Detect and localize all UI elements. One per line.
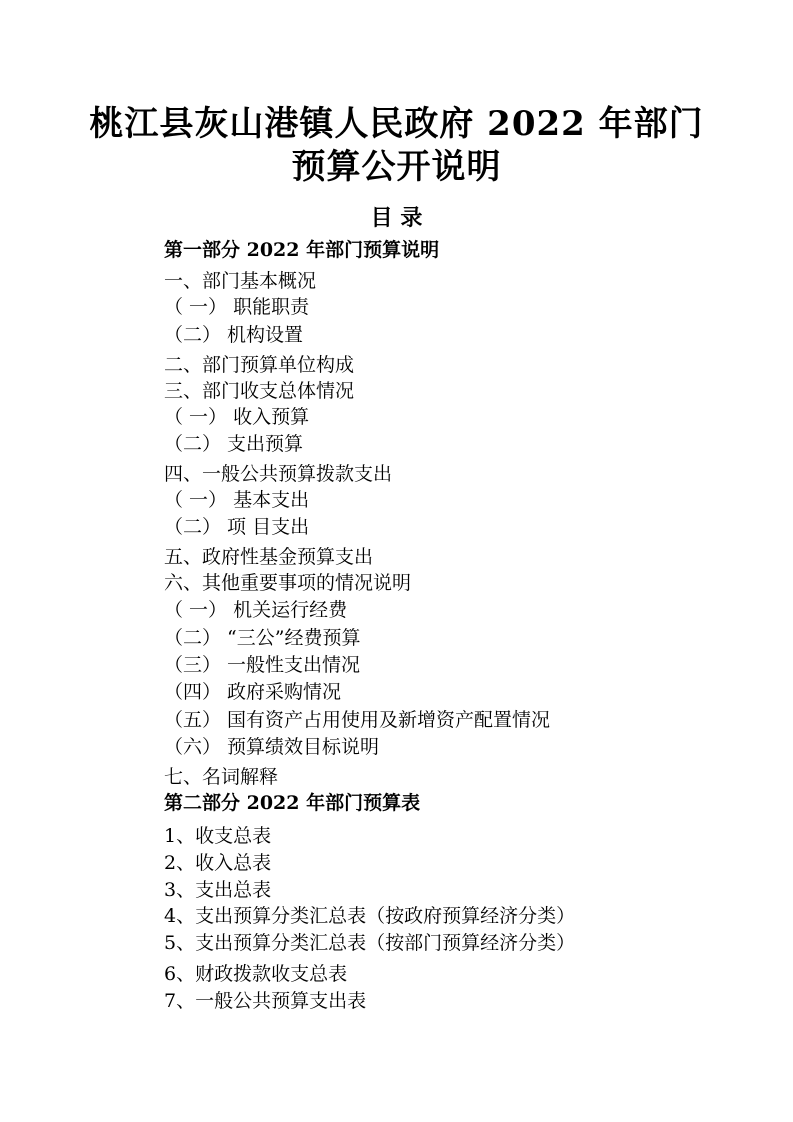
toc-item: 5、支出预算分类汇总表（按部门预算经济分类） [164,932,576,954]
toc-item: 五、政府性基金预算支出 [164,546,374,568]
toc-item: 2、收入总表 [164,852,272,874]
toc-item: （ 一） 基本支出 [164,489,310,511]
toc-item: （ 一） 机关运行经费 [164,599,348,621]
toc-item: 1、收支总表 [164,825,272,847]
toc-item: 二、部门预算单位构成 [164,354,355,376]
toc-item: 一、部门基本概况 [164,270,317,292]
toc-part2-heading: 第二部分 2022 年部门预算表 [164,792,421,814]
toc-item: （二） “三公”经费预算 [164,627,361,649]
toc-item: 三、部门收支总体情况 [164,380,355,402]
toc-item: （四） 政府采购情况 [164,681,342,703]
toc-item: （ 一） 收入预算 [164,406,310,428]
document-title-line1: 桃江县灰山港镇人民政府 2022 年部门 [89,104,704,144]
toc-item: 六、其他重要事项的情况说明 [164,572,412,594]
toc-item: （五） 国有资产占用使用及新增资产配置情况 [164,709,551,731]
toc-item: （二） 项 目支出 [164,516,310,538]
toc-part1-heading: 第一部分 2022 年部门预算说明 [164,239,440,261]
document-title-line2: 预算公开说明 [291,147,502,187]
toc-item: （二） 机构设置 [164,324,304,346]
toc-item: 3、支出总表 [164,879,272,901]
toc-item: 七、名词解释 [164,766,279,788]
toc-item: 4、支出预算分类汇总表（按政府预算经济分类） [164,905,576,927]
toc-heading: 目 录 [370,205,423,231]
toc-item: 7、一般公共预算支出表 [164,990,367,1012]
toc-item: （六） 预算绩效目标说明 [164,736,380,758]
toc-item: 四、一般公共预算拨款支出 [164,463,393,485]
toc-item: （三） 一般性支出情况 [164,654,361,676]
toc-item: （ 一） 职能职责 [164,296,310,318]
toc-item: （二） 支出预算 [164,433,304,455]
toc-item: 6、财政拨款收支总表 [164,963,348,985]
